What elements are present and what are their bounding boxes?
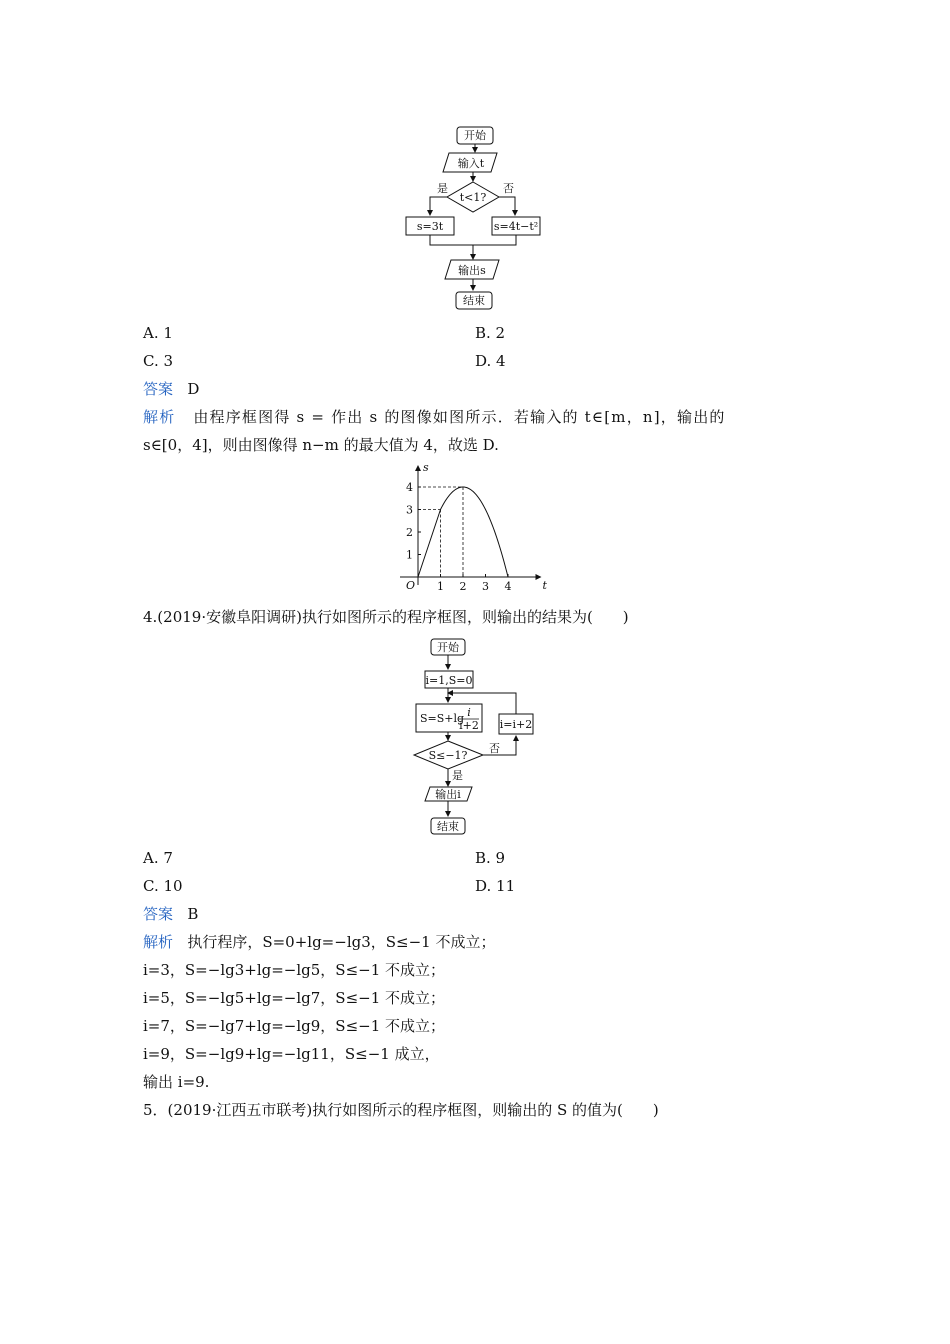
series-line-parabola — [441, 487, 509, 577]
start-label: 开始 — [437, 641, 459, 654]
q4-option-b: B. 9 — [475, 849, 506, 867]
decision-label: t<1? — [459, 191, 487, 204]
no-label: 否 — [489, 742, 500, 755]
function-graph — [395, 460, 565, 595]
input-label: 输入t — [457, 157, 485, 170]
q3-option-c: C. 3 — [143, 352, 174, 370]
answer-value: B — [187, 905, 199, 923]
output-label: 输出s — [458, 264, 486, 277]
q3-option-a: A. 1 — [143, 324, 173, 342]
no-label: 否 — [503, 182, 514, 195]
init-label: i=1,S=0 — [425, 674, 473, 687]
q4-analysis-line6: 输出 i=9. — [143, 1073, 210, 1091]
flowchart-1 — [395, 120, 565, 315]
analysis-label: 解析 — [143, 408, 176, 426]
q5-question: 5．(2019·江西五市联考)执行如图所示的程序框图，则输出的 S 的值为( ) — [143, 1101, 659, 1119]
output-label: 输出i — [435, 788, 461, 801]
analysis-text-1: 由程序框图得 s = 作出 s 的图像如图所示．若输入的 t∈[m，n]，输出的 — [193, 408, 726, 426]
start-label: 开始 — [464, 129, 486, 142]
analysis-label: 解析 — [143, 933, 174, 951]
q4-analysis-line5: i=9，S=−lg9+lg=−lg11，S≤−1 成立， — [143, 1045, 440, 1063]
y-tick-label: 4 — [406, 481, 413, 494]
y-tick-label: 3 — [406, 503, 413, 517]
left-process-label: s=3t — [416, 220, 444, 233]
x-tick-label: 3 — [482, 580, 489, 593]
origin-label: O — [406, 579, 416, 592]
q4-analysis-line1 — [143, 932, 496, 952]
end-label: 结束 — [463, 294, 485, 307]
yes-label: 是 — [437, 182, 448, 195]
frac-num: i — [467, 706, 471, 719]
y-tick-label: 1 — [406, 548, 413, 562]
q4-analysis-line4: i=7，S=−lg7+lg=−lg9，S≤−1 不成立； — [143, 1017, 446, 1035]
x-axis-label: t — [542, 579, 547, 592]
answer-value: D — [187, 380, 200, 398]
y-tick-label: 2 — [406, 526, 413, 539]
y-axis-label: s — [423, 461, 429, 474]
q3-answer — [143, 379, 199, 399]
assign-label: S=S+lg — [420, 712, 465, 725]
x-tick-label: 2 — [459, 580, 467, 593]
q3-option-b: B. 2 — [475, 324, 506, 342]
q4-option-a: A. 7 — [143, 849, 173, 867]
q4-answer — [143, 904, 198, 924]
incr-label: i=i+2 — [499, 718, 533, 731]
q4-analysis-line2: i=3，S=−lg3+lg=−lg5，S≤−1 不成立； — [143, 961, 446, 979]
right-process-label: s=4t−t² — [493, 220, 539, 233]
series-line-linear — [418, 510, 441, 578]
answer-label: 答案 — [143, 380, 174, 398]
analysis-text: 执行程序，S=0+lg=−lg3，S≤−1 不成立； — [187, 933, 496, 951]
q3-option-d: D. 4 — [475, 352, 506, 370]
frac-den: i+2 — [459, 719, 479, 732]
q4-option-d: D. 11 — [475, 877, 516, 895]
decision-label: S≤−1? — [428, 749, 468, 762]
yes-label: 是 — [452, 769, 463, 782]
end-label: 结束 — [437, 820, 459, 833]
x-tick-label: 4 — [504, 580, 512, 593]
x-tick-label: 1 — [437, 580, 444, 593]
flowchart-2 — [405, 633, 555, 843]
q3-analysis-line2: s∈[0，4]，则由图像得 n−m 的最大值为 4，故选 D. — [143, 436, 499, 454]
answer-label: 答案 — [143, 905, 174, 923]
q3-analysis-line1 — [143, 407, 726, 427]
q4-option-c: C. 10 — [143, 877, 183, 895]
q4-question: 4.(2019·安徽阜阳调研)执行如图所示的程序框图，则输出的结果为( ) — [143, 608, 629, 626]
q4-analysis-line3: i=5，S=−lg5+lg=−lg7，S≤−1 不成立； — [143, 989, 446, 1007]
